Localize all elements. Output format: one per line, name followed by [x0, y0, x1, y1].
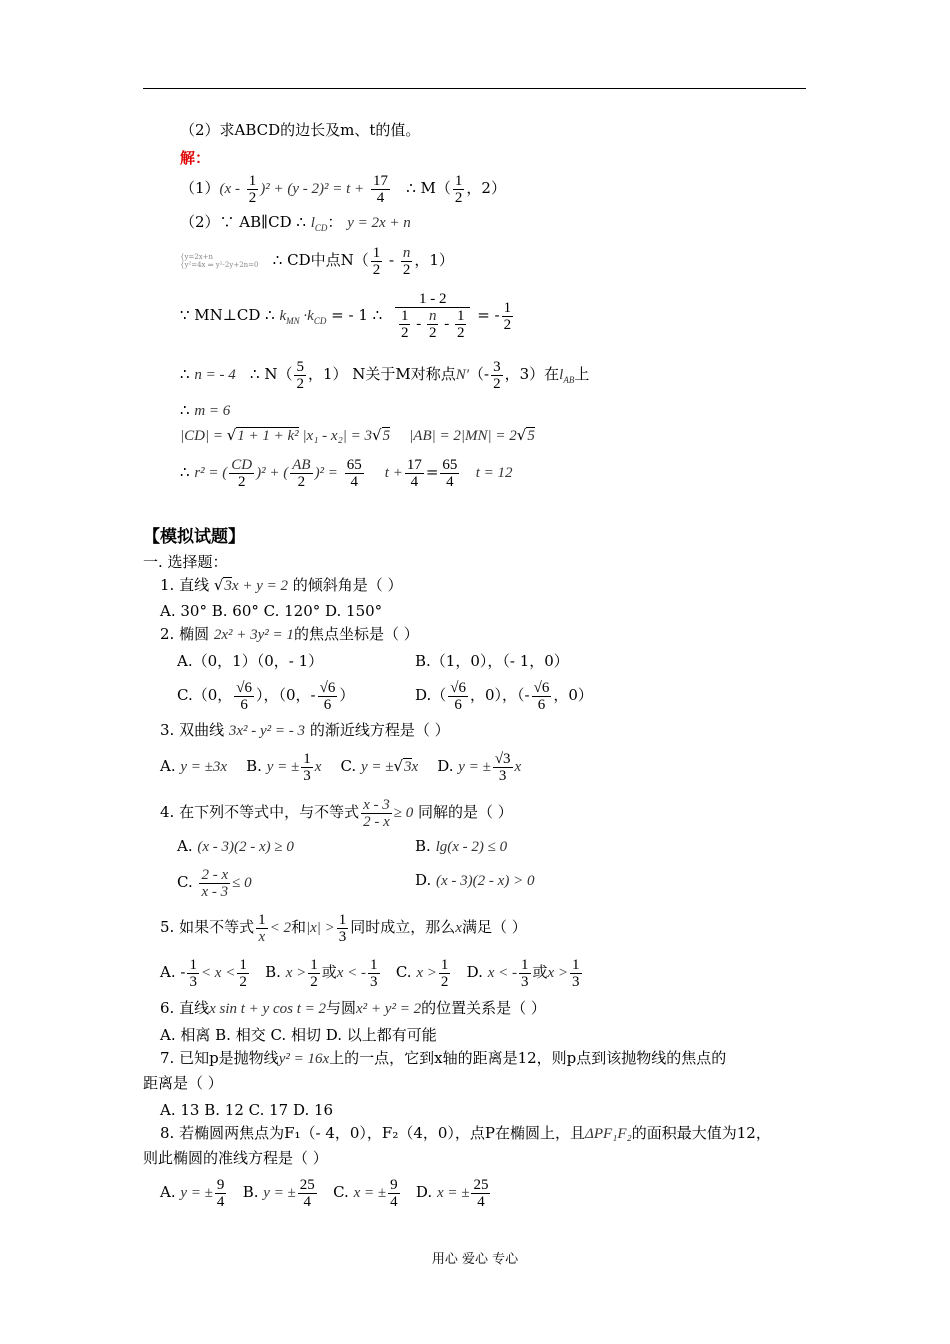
- question-4: 4. 在下列不等式中，与不等式 $\frac{x - 3}{2 - x}$ ≥ 0 同解的是（ ）: [160, 796, 513, 830]
- question-1-options: A. 30° B. 60° C. 120° D. 150°: [160, 602, 383, 620]
- question-2-option-d: D.（ $\frac{√6}{6}$ ，0），（- $\frac{√6}{6}$ ，0）: [415, 679, 593, 713]
- section-title: 【模拟试题】: [143, 527, 245, 547]
- question-8-continued: 则此椭圆的准线方程是（ ）: [143, 1149, 328, 1167]
- header-rule: [143, 88, 806, 89]
- part2-question: （2）求ABCD的边长及m、t的值。: [180, 121, 421, 139]
- question-2-option-b: B.（1，0），（- 1，0）: [415, 652, 569, 670]
- solution-m-value: ∴ m = 6: [180, 401, 231, 419]
- question-4-option-a: A. (x - 3)(2 - x) ≥ 0: [177, 837, 294, 855]
- question-8: 8. 若椭圆两焦点为F₁（- 4，0），F₂（4，0），点P在椭圆上，且ΔPF₁F₂的面积最大值为12，: [160, 1124, 771, 1142]
- question-2-option-a: A.（0，1）（0，- 1）: [177, 652, 324, 670]
- question-7-options: A. 13 B. 12 C. 17 D. 16: [160, 1101, 334, 1119]
- question-4-option-d: D. (x - 3)(2 - x) > 0: [415, 871, 535, 889]
- question-5: 5. 如果不等式 $\frac{1}{x}$ < 2和|x| > $\frac{1}{3}$ 同时成立，那么x满足（ ）: [160, 911, 527, 945]
- solution-midpoint: {y=2x+n {y²=4x ⇒ y²-2y+2n=0 ∴ CD中点N（ $\frac{1}{2}$ - $\frac{n}{2}$ ，1）: [180, 244, 454, 278]
- solution-part2-line: （2）∵ AB∥CD ∴ $l_{CD}$： y = 2x + n: [180, 213, 411, 233]
- question-5-options: A. - $\frac{1}{3}$ < x < $\frac{1}{2}$ B. x > $\frac{1}{2}$ 或x < - $\frac{1}{3}$ C. x > $\frac{1}{2}$ D. x < - $\frac{1}{3}$ 或x > $\frac{1}{3}$: [160, 956, 580, 990]
- question-2-option-c: C.（0， $\frac{√6}{6}$ ），（0，- $\frac{√6}{6}$ ）: [177, 679, 355, 713]
- solution-n-value: ∴ n = - 4 ∴ N（ $\frac{5}{2}$ ，1） N关于M对称点N′（- $\frac{3}{2}$ ，3）在$l_{AB}$上: [180, 358, 590, 392]
- question-6-options: A. 相离 B. 相交 C. 相切 D. 以上都有可能: [160, 1026, 437, 1044]
- question-8-options: A. y = ± $\frac{9}{4}$ B. y = ± $\frac{25}{4}$ C. x = ± $\frac{9}{4}$ D. x = ± $\frac{25}{4}$: [160, 1176, 489, 1210]
- system-equation-image: {y=2x+n {y²=4x ⇒ y²-2y+2n=0: [180, 253, 259, 269]
- solution-part1: （1）(x - $\frac{1}{2}$ )² + (y - 2)² = t + $\frac{17}{4}$ ∴ M（ $\frac{1}{2}$ ，2）: [180, 172, 506, 206]
- question-4-option-b: B. lg(x - 2) ≤ 0: [415, 837, 508, 855]
- question-7-continued: 距离是（ ）: [143, 1074, 223, 1092]
- solution-lengths: |CD| = √1 + 1 + k² |x₁ - x₂| = 3√5 |AB| = 2|MN| = 2√5: [180, 426, 535, 444]
- question-7: 7. 已知p是抛物线y² = 16x上的一点，它到x轴的距离是12，则p点到该抛物线的焦点的: [160, 1049, 727, 1067]
- solution-r-equation: ∴ r² = ( $\frac{CD}{2}$ )² + ( $\frac{AB}{2}$ )² = $\frac{65}{4}$ t + $\frac{17}{4}$ = $\frac{65}{4}$ t = 12: [180, 456, 513, 490]
- question-4-option-c: C. $\frac{2 - x}{x - 3}$ ≤ 0: [177, 866, 252, 900]
- question-3: 3. 双曲线 3x² - y² = - 3 的渐近线方程是（ ）: [160, 721, 450, 739]
- question-3-options: A. y = ±3x B. y = ± $\frac{1}{3}$ x C. y = ±√3x D. y = ± $\frac{√3}{3}$ x: [160, 750, 522, 784]
- page-footer: 用心 爱心 专心: [431, 1252, 519, 1267]
- section-subtitle: 一. 选择题：: [143, 553, 228, 571]
- question-2: 2. 椭圆 2x² + 3y² = 1的焦点坐标是（ ）: [160, 625, 419, 643]
- solution-label: 解：: [180, 149, 211, 167]
- solution-perpendicular: ∵ MN⊥CD ∴ $k_{MN} \cdot k_{CD}$ = - 1 ∴ 1 - 2 $\frac{1}{2}$ - $\frac{n}{2}$ - $\frac{1}{2}$ = - $\frac{1}{2}$: [180, 291, 512, 341]
- question-1: 1. 直线 √3x + y = 2 的倾斜角是（ ）: [160, 576, 403, 594]
- question-6: 6. 直线x sin t + y cos t = 2与圆x² + y² = 2的位置关系是（ ）: [160, 999, 546, 1017]
